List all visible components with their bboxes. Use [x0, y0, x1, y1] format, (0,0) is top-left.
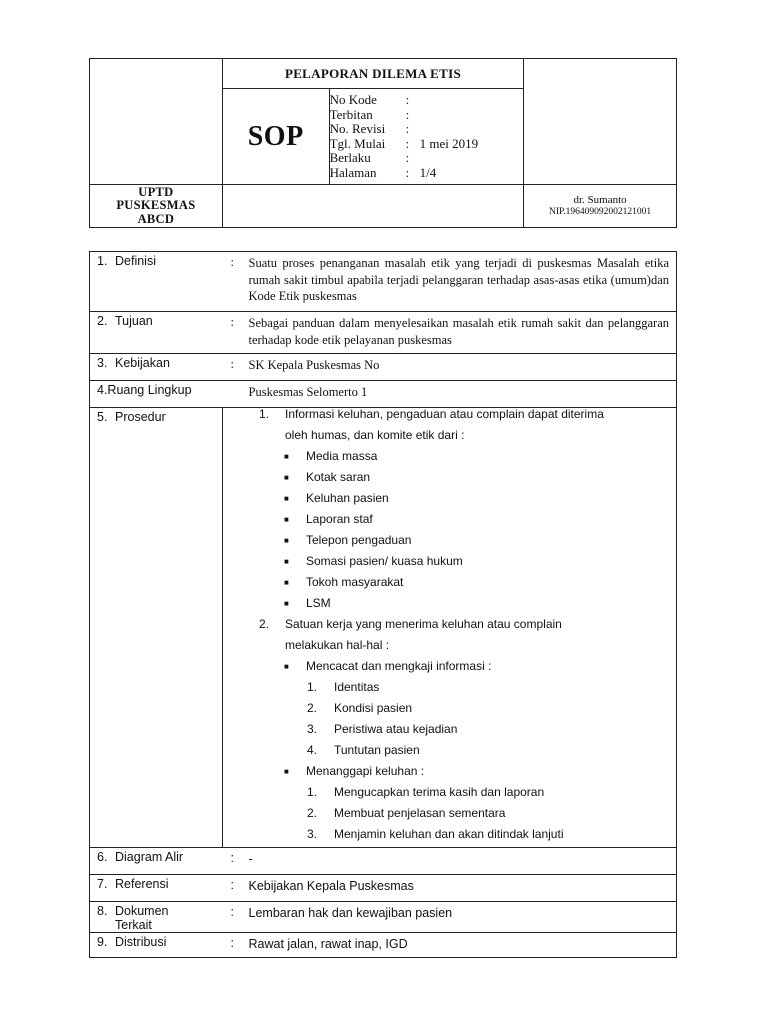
organization-name — [90, 185, 223, 228]
meta-value — [420, 93, 524, 108]
colon: : — [223, 933, 246, 958]
procedure-step — [223, 614, 676, 635]
bullet-icon: ■ — [284, 767, 289, 776]
row-label: Definisi — [115, 254, 156, 268]
item-text: Somasi pasien/ kuasa hukum — [306, 554, 463, 568]
bullet-icon: ■ — [284, 557, 289, 566]
item-number: 2. — [307, 701, 318, 715]
meta-separator: : — [405, 92, 410, 108]
item-text: Laporan staf — [306, 512, 373, 526]
row-dokumen-terkait — [90, 902, 677, 933]
list-item — [223, 530, 676, 551]
list-item — [223, 509, 676, 530]
list-item — [223, 656, 676, 677]
kebijakan-text: SK Kepala Puskesmas No — [246, 354, 677, 381]
item-text: LSM — [306, 596, 331, 610]
row-number: 9. — [97, 935, 108, 949]
ruang-lingkup-text: Puskesmas Selomerto 1 — [246, 381, 677, 408]
meta-label: Tgl. Mulai — [329, 135, 386, 151]
row-number: 5. — [97, 410, 108, 424]
item-text: Membuat penjelasan sementara — [334, 806, 506, 820]
item-text: Identitas — [334, 680, 380, 694]
list-item — [223, 467, 676, 488]
referensi-text: Kebijakan Kepala Puskesmas — [246, 875, 677, 902]
item-text: Mencacat dan mengkaji informasi : — [306, 659, 492, 673]
row-tujuan — [90, 312, 677, 354]
row-number: 8. — [97, 904, 108, 918]
meta-label: No Kode — [329, 92, 377, 108]
item-number: 2. — [259, 617, 270, 631]
org-line: PUSKESMAS — [116, 198, 196, 213]
meta-separator: : — [405, 121, 410, 137]
bullet-icon: ■ — [284, 452, 289, 461]
bullet-icon: ■ — [284, 515, 289, 524]
procedure-step-continued — [223, 635, 676, 656]
item-number: 1. — [307, 680, 318, 694]
definisi-text: Suatu proses penanganan masalah etik yang terjadi di puskesmas Masalah etika rumah sakit timbul apabila terjadi pelanggaran terhadap asas-asas etika (umum)dan Kode Etik puskesmas — [246, 252, 677, 312]
colon: : — [223, 875, 246, 902]
sub-list-item — [223, 719, 676, 740]
sub-list-item — [223, 782, 676, 803]
row-distribusi — [90, 933, 677, 958]
sop-body-table — [89, 251, 677, 958]
row-label: Kebijakan — [115, 356, 170, 370]
item-text: Telepon pengaduan — [306, 533, 412, 547]
colon: : — [223, 312, 246, 354]
distribusi-text: Rawat jalan, rawat inap, IGD — [246, 933, 677, 958]
blank-cell — [222, 185, 523, 228]
list-item — [223, 446, 676, 467]
item-text: Media massa — [306, 449, 378, 463]
sub-list-item — [223, 698, 676, 719]
item-text: Tuntutan pasien — [334, 743, 420, 757]
item-text: Informasi keluhan, pengaduan atau complain dapat diterima — [285, 407, 604, 421]
sop-header-table — [89, 58, 677, 228]
row-number: 2. — [97, 314, 108, 328]
row-definisi — [90, 252, 677, 312]
meta-row — [330, 122, 524, 137]
sub-list-item — [223, 677, 676, 698]
item-text: Menanggapi keluhan : — [306, 764, 425, 778]
item-text: Tokoh masyarakat — [306, 575, 404, 589]
procedure-step-continued — [223, 425, 676, 446]
row-number: 6. — [97, 850, 108, 864]
item-number: 3. — [307, 722, 318, 736]
row-label: Dokumen — [115, 904, 169, 918]
item-number: 2. — [307, 806, 318, 820]
row-prosedur — [90, 408, 677, 848]
meta-separator: : — [405, 106, 410, 122]
org-line: UPTD — [138, 184, 174, 199]
meta-separator: : — [405, 164, 410, 180]
sub-list-item — [223, 740, 676, 761]
sub-list-item — [223, 824, 676, 845]
row-referensi — [90, 875, 677, 902]
row-number: 1. — [97, 254, 108, 268]
item-text: Kotak saran — [306, 470, 371, 484]
list-item — [223, 572, 676, 593]
signer-name: dr. Sumanto — [573, 193, 627, 206]
org-line: ABCD — [137, 211, 175, 226]
row-label: Prosedur — [115, 410, 166, 424]
item-text: Menjamin keluhan dan akan ditindak lanjuti — [334, 827, 564, 841]
list-item — [223, 761, 676, 782]
bullet-icon: ■ — [284, 599, 289, 608]
item-text: Mengucapkan terima kasih dan laporan — [334, 785, 545, 799]
item-number: 4. — [307, 743, 318, 757]
meta-label: No. Revisi — [329, 121, 386, 137]
meta-value — [420, 122, 524, 137]
item-text: Peristiwa atau kejadian — [334, 722, 458, 736]
document-meta-cell — [329, 89, 524, 185]
list-item — [223, 551, 676, 572]
colon: : — [223, 848, 246, 875]
sop-cell — [222, 89, 329, 185]
list-item — [223, 488, 676, 509]
meta-separator: : — [405, 135, 410, 151]
row-label: Tujuan — [115, 314, 153, 328]
bullet-icon: ■ — [284, 494, 289, 503]
row-label: Referensi — [115, 877, 169, 891]
meta-label: Berlaku — [329, 150, 371, 166]
prosedur-content — [223, 408, 677, 848]
signatory — [524, 185, 677, 228]
meta-label: Halaman — [329, 164, 377, 180]
meta-value: 1 mei 2019 — [419, 135, 479, 151]
bullet-icon: ■ — [284, 536, 289, 545]
item-number: 1. — [307, 785, 318, 799]
bullet-icon: ■ — [284, 473, 289, 482]
document-meta — [330, 93, 524, 181]
list-item — [223, 593, 676, 614]
meta-row — [330, 107, 524, 122]
meta-row — [330, 137, 524, 152]
row-number: 7. — [97, 877, 108, 891]
signer-nip: NIP.196409092002121001 — [549, 207, 652, 217]
dokumen-terkait-text: Lembaran hak dan kewajiban pasien — [246, 902, 677, 933]
row-label-continued: Terkait — [115, 917, 152, 932]
row-label: Distribusi — [115, 935, 167, 949]
meta-value — [420, 107, 524, 122]
colon: : — [223, 252, 246, 312]
item-number: 1. — [259, 407, 270, 421]
logo-cell-right — [524, 59, 677, 185]
tujuan-text: Sebagai panduan dalam menyelesaikan masalah etik rumah sakit dan pelanggaran terhadap kode etik pelayanan puskesmas — [246, 312, 677, 354]
row-diagram-alir — [90, 848, 677, 875]
colon: : — [223, 354, 246, 381]
bullet-icon: ■ — [284, 662, 289, 671]
sop-label: SOP — [247, 120, 304, 152]
item-text: Keluhan pasien — [306, 491, 389, 505]
bullet-icon: ■ — [284, 578, 289, 587]
diagram-alir-text: - — [246, 848, 677, 875]
row-number: 3. — [97, 356, 108, 370]
item-text: Kondisi pasien — [334, 701, 413, 715]
row-kebijakan — [90, 354, 677, 381]
meta-row — [330, 151, 524, 166]
meta-row — [330, 166, 524, 181]
row-label: Diagram Alir — [115, 850, 184, 864]
colon: : — [223, 902, 246, 933]
procedure-step — [223, 404, 676, 425]
meta-separator: : — [405, 150, 410, 166]
sub-list-item — [223, 803, 676, 824]
item-text: oleh humas, dan komite etik dari : — [285, 428, 465, 442]
logo-cell — [90, 59, 223, 185]
meta-value — [420, 151, 524, 166]
item-number: 3. — [307, 827, 318, 841]
item-text: Satuan kerja yang menerima keluhan atau complain — [285, 617, 562, 631]
meta-row — [330, 93, 524, 108]
row-label: 4.Ruang Lingkup — [90, 381, 223, 408]
document-title: PELAPORAN DILEMA ETIS — [222, 59, 523, 89]
meta-value: 1/4 — [419, 164, 437, 180]
item-text: melakukan hal-hal : — [285, 638, 390, 652]
meta-label: Terbitan — [329, 106, 373, 122]
